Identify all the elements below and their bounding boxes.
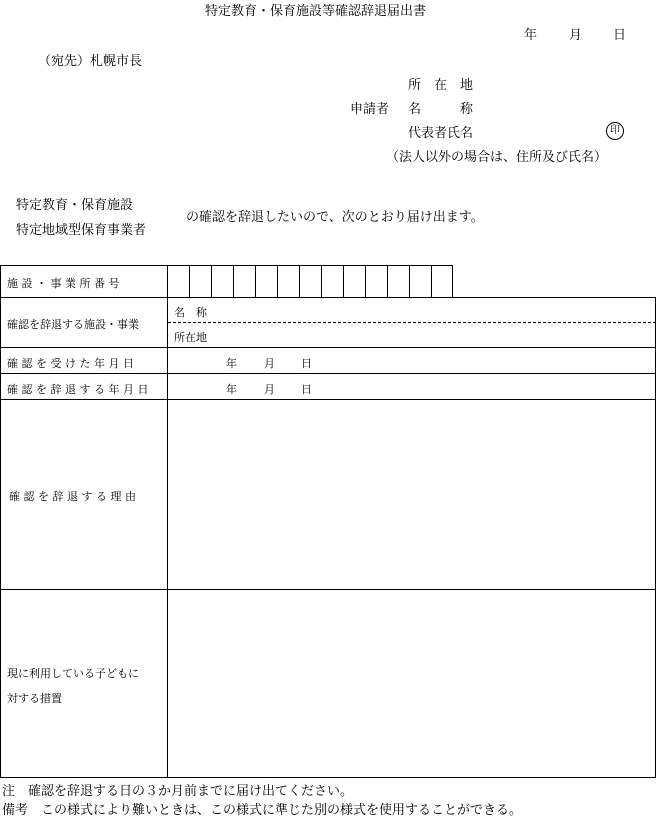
footer-note: 注 確認を辞退する日の３か月前までに届け出てください。 [2,784,354,799]
withdraw-day-unit: 日 [301,383,312,396]
confirmed-year-unit: 年 [226,357,237,370]
statement-type-line1: 特定教育・保育施設 [16,198,134,213]
confirmed-date-label: 確 認 を 受 け た 年 月 日 [7,357,134,370]
measures-label-line1: 現に利用している子どもに [7,667,139,680]
target-address-label: 所在地 [174,331,207,344]
facility-number-box[interactable] [300,266,321,297]
withdraw-date-field[interactable] [170,375,650,397]
withdraw-date-label: 確 認 を 辞 退 す る 年 月 日 [7,383,149,396]
confirmed-month-unit: 月 [264,357,275,370]
facility-number-box[interactable] [190,266,211,297]
representative-name-label: 代表者氏名 [408,126,474,141]
facility-number-box[interactable] [234,266,255,297]
applicant-note: （法人以外の場合は、住所及び氏名） [386,150,608,165]
date-day-label: 日 [613,28,627,43]
footer-remark: 備考 この様式により難いときは、この様式に準じた別の様式を使用することができる。 [2,803,523,818]
target-address-field[interactable] [230,324,650,346]
facility-number-box[interactable] [410,266,431,297]
withdraw-year-unit: 年 [226,383,237,396]
target-name-field[interactable] [230,299,650,321]
target-facility-label: 確認を辞退する施設・事業 [7,318,139,331]
statement-type-line2: 特定地域型保育事業者 [16,223,147,238]
applicant-address-label: 所 在 地 [408,78,474,93]
measures-label-line2: 対する措置 [7,692,62,705]
facility-number-box[interactable] [432,266,452,297]
facility-number-box[interactable] [256,266,277,297]
reason-field[interactable] [170,402,652,586]
addressee: （宛先）札幌市長 [38,54,143,69]
confirmed-day-unit: 日 [301,357,312,370]
withdraw-month-unit: 月 [264,383,275,396]
applicant-group-label: 申請者 [350,102,390,117]
facility-number-box[interactable] [344,266,365,297]
confirmed-date-field[interactable] [170,349,650,371]
applicant-name-label: 名 称 [408,102,474,117]
facility-number-box[interactable] [366,266,387,297]
target-name-label: 名 称 [174,306,207,319]
facility-number-box[interactable] [168,266,189,297]
statement-text: の確認を辞退したいので、次のとおり届け出ます。 [186,210,484,225]
page-title: 特定教育・保育施設等確認辞退届出書 [205,4,427,19]
facility-number-box[interactable] [278,266,299,297]
reason-label: 確 認 を 辞 退 す る 理 由 [9,490,136,503]
measures-field[interactable] [170,592,652,774]
facility-number-box[interactable] [322,266,343,297]
facility-number-label: 施 設 ・ 事 業 所 番 号 [7,277,120,290]
facility-number-box[interactable] [388,266,409,297]
date-year-label: 年 [524,28,538,43]
seal-mark: 印 [606,122,624,140]
date-month-label: 月 [569,28,583,43]
facility-number-box[interactable] [212,266,233,297]
